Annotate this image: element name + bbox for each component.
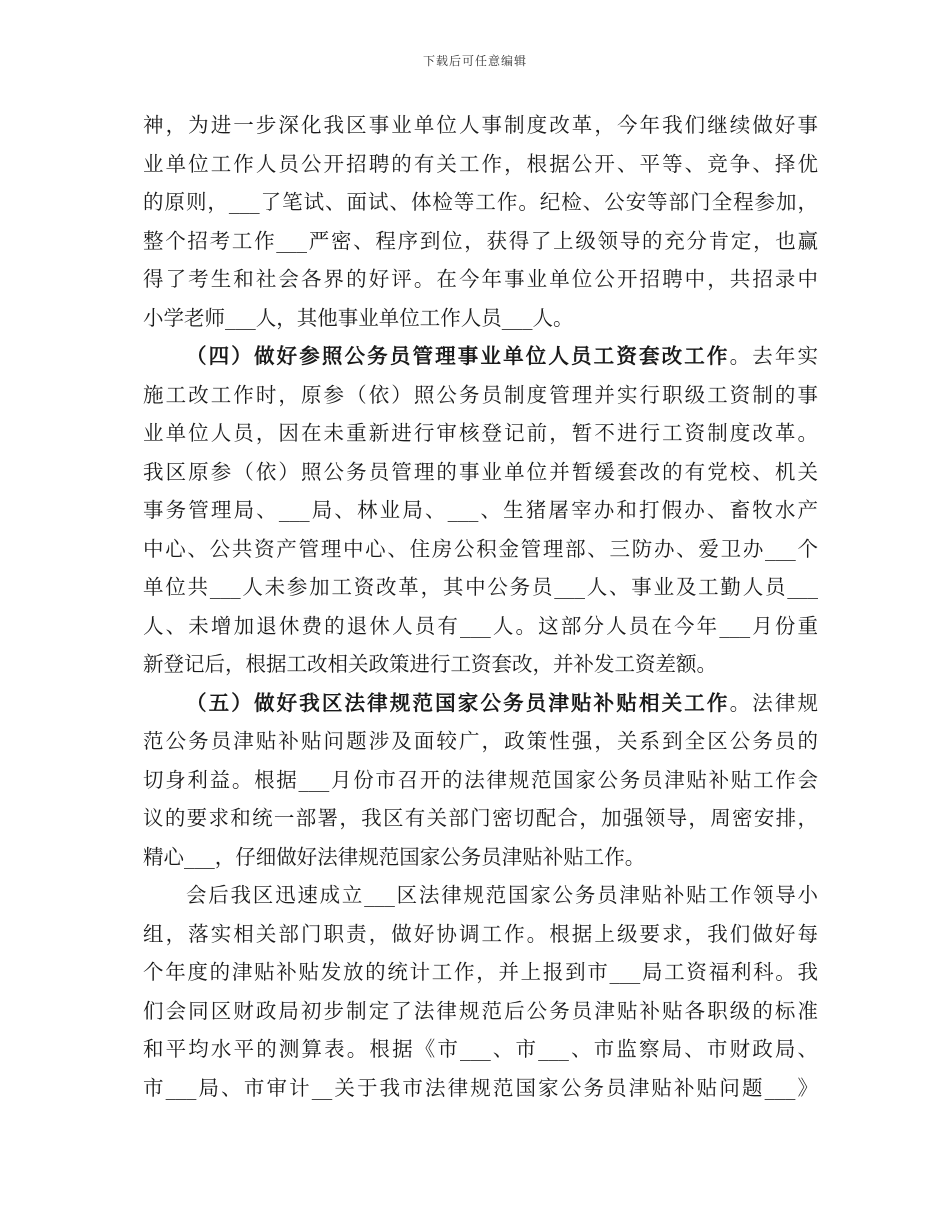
text-line: 切身利益。根据___月份市召开的法律规范国家公务员津贴补贴工作会 [143, 767, 818, 792]
text-line: 们会同区财政局初步制定了法律规范后公务员津贴补贴各职级的标准 [143, 998, 818, 1023]
text-line: 人、未增加退休费的退休人员有___人。这部分人员在今年___月份重 [143, 613, 818, 638]
paragraph-1 [143, 106, 818, 337]
text-line: 单位共___人未参加工资改革，其中公务员___人、事业及工勤人员___ [143, 575, 818, 599]
document-body [143, 106, 818, 1107]
text-line: 业单位人员，因在未重新进行审核登记前，暂不进行工资制度改革。 [143, 421, 818, 445]
heading-trailing-text: 。法律规 [729, 690, 818, 715]
paragraph-3 [143, 684, 818, 877]
text-line: 得了考生和社会各界的好评。在今年事业单位公开招聘中，共招录中 [143, 267, 818, 291]
text-line: 神，为进一步深化我区事业单位人事制度改革，今年我们继续做好事 [143, 113, 818, 137]
text-line: 施工改工作时，原参（依）照公务员制度管理并实行职级工资制的事 [143, 382, 818, 407]
paragraph-4 [143, 876, 818, 1107]
text-line: 整个招考工作___严密、程序到位，获得了上级领导的充分肯定，也赢 [143, 228, 818, 253]
text-line: 小学老师___人，其他事业单位工作人员___人。 [143, 305, 574, 330]
text-line: 议的要求和统一部署，我区有关部门密切配合，加强领导，周密安排， [143, 806, 818, 830]
text-line: 业单位工作人员公开招聘的有关工作，根据公开、平等、竞争、择优 [143, 151, 818, 176]
section-heading: （五）做好我区法律规范国家公务员津贴补贴相关工作 [186, 690, 730, 715]
text-line: 会后我区迅速成立___区法律规范国家公务员津贴补贴工作领导小 [186, 883, 818, 907]
text-line: 的原则，___了笔试、面试、体检等工作。纪检、公安等部门全程参加， [143, 190, 818, 214]
section-heading-line [143, 684, 818, 723]
section-heading-line [143, 337, 818, 376]
paragraph-2 [143, 337, 818, 684]
text-line: 精心___，仔细做好法律规范国家公务员津贴补贴工作。 [143, 844, 646, 869]
text-line: 个年度的津贴补贴发放的统计工作，并上报到市___局工资福利科。我 [143, 960, 818, 984]
text-line: 中心、公共资产管理中心、住房公积金管理部、三防办、爱卫办___个 [143, 536, 818, 561]
page-header: 下载后可任意编辑 [422, 54, 527, 68]
text-line: 事务管理局、___局、林业局、___、生猪屠宰办和打假办、畜牧水产 [143, 498, 818, 522]
text-line: 我区原参（依）照公务员管理的事业单位并暂缓套改的有党校、机关 [143, 459, 818, 484]
text-line: 新登记后，根据工改相关政策进行工资套改，并补发工资差额。 [143, 652, 717, 676]
text-line: 市___局、市审计__关于我市法律规范国家公务员津贴补贴问题___》 [143, 1075, 818, 1100]
heading-trailing-text: 。去年实 [729, 344, 818, 368]
text-line: 范公务员津贴补贴问题涉及面较广，政策性强，关系到全区公务员的 [143, 729, 818, 753]
section-heading: （四）做好参照公务员管理事业单位人员工资套改工作 [186, 344, 730, 368]
text-line: 和平均水平的测算表。根据《市___、市___、市监察局、市财政局、 [143, 1037, 818, 1061]
text-line: 组，落实相关部门职责，做好协调工作。根据上级要求，我们做好每 [143, 921, 818, 946]
